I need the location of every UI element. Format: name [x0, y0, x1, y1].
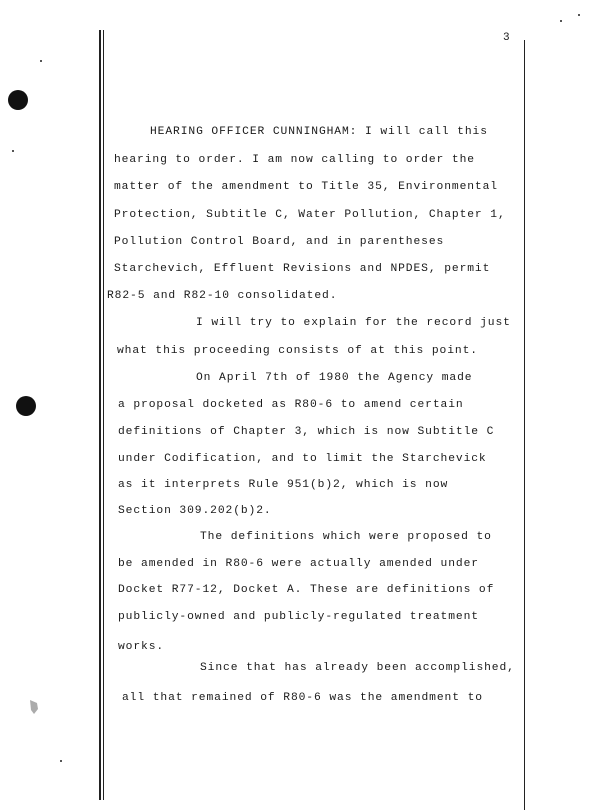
side-edge-print: [92, 230, 106, 610]
transcript-line: Since that has already been accomplished,: [200, 662, 515, 674]
transcript-line: On April 7th of 1980 the Agency made: [196, 372, 473, 384]
transcript-line: what this proceeding consists of at this point.: [117, 345, 478, 357]
transcript-line: all that remained of R80-6 was the amendment to: [122, 692, 483, 704]
transcript-line: I will try to explain for the record just: [196, 317, 511, 329]
transcript-line: works.: [118, 641, 165, 653]
scan-speck: [60, 760, 62, 762]
transcript-line: Section 309.202(b)2.: [118, 505, 272, 517]
transcript-line: Docket R77-12, Docket A. These are definitions of: [118, 584, 495, 596]
transcript-line: Pollution Control Board, and in parentheses: [114, 236, 445, 248]
transcript-line: be amended in R80-6 were actually amended under: [118, 558, 479, 570]
transcript-line: The definitions which were proposed to: [200, 531, 492, 543]
transcript-line: as it interprets Rule 951(b)2, which is now: [118, 479, 449, 491]
transcript-line: matter of the amendment to Title 35, Environmental: [114, 181, 498, 193]
transcript-line: Protection, Subtitle C, Water Pollution, Chapter 1,: [114, 209, 506, 221]
transcript-line: Starchevich, Effluent Revisions and NPDES, permit: [114, 263, 491, 275]
scan-speck: [40, 60, 42, 62]
right-margin-rule: [524, 40, 525, 810]
transcript-line: R82-5 and R82-10 consolidated.: [107, 290, 338, 302]
transcript-line: hearing to order. I am now calling to order the: [114, 154, 475, 166]
scan-speck: [560, 20, 562, 22]
scan-speck: [578, 14, 580, 16]
page-number: 3: [503, 32, 510, 44]
binder-hole-top: [8, 90, 28, 110]
transcript-line: a proposal docketed as R80-6 to amend certain: [118, 399, 464, 411]
transcript-line: definitions of Chapter 3, which is now Subtitle C: [118, 426, 495, 438]
transcript-line: HEARING OFFICER CUNNINGHAM: I will call this: [150, 126, 488, 138]
transcript-line: publicly-owned and publicly-regulated treatment: [118, 611, 479, 623]
transcript-line: under Codification, and to limit the Starchevick: [118, 453, 487, 465]
scan-speck: [12, 150, 14, 152]
binder-hole-middle: [16, 396, 36, 416]
scan-smudge-icon: [28, 698, 40, 716]
